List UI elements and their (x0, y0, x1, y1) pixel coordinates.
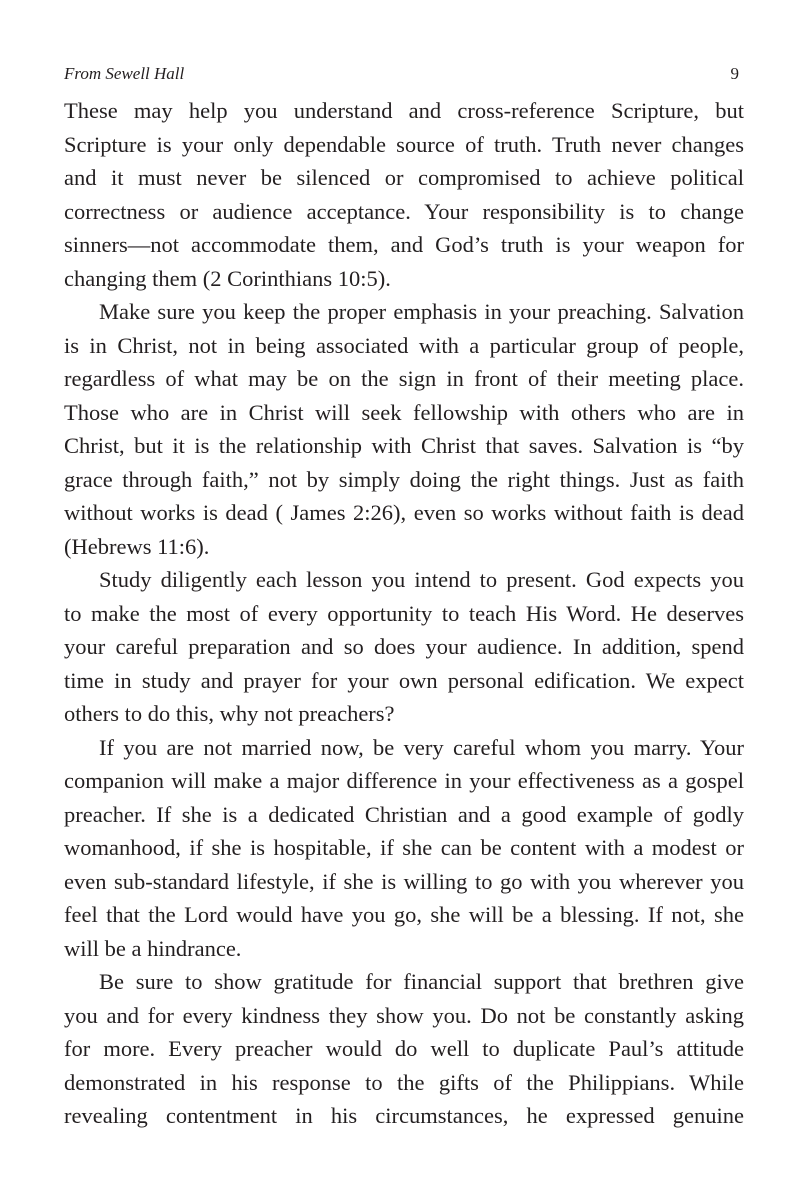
body-text-line: you and for every kindness they show you. Do not be constantly asking (64, 1002, 744, 1028)
body-text-line: These may help you understand and cross-reference Scripture, but (64, 98, 744, 123)
body-text-line: womanhood, if she is hospitable, if she can be content with a modest or (64, 835, 744, 860)
body-text-line: even sub-standard lifestyle, if she is willing to go with you wherever you (64, 868, 744, 894)
body-text-line: grace through faith,” not by simply doing the right things. Just as faith (64, 466, 744, 492)
paragraph-first-line: If you are not married now, be very careful whom you marry. Your (99, 734, 744, 760)
body-text-line: changing them (2 Corinthians 10:5). (64, 265, 391, 291)
body-text-line: regardless of what may be on the sign in front of their meeting place. (64, 366, 744, 391)
body-text-line: correctness or audience acceptance. Your responsibility is to change (64, 198, 744, 224)
page-number: 9 (730, 64, 739, 83)
body-text-line: (Hebrews 11:6). (64, 533, 210, 559)
body-text-line: revealing contentment in his circumstances, he expressed genuine (64, 1103, 744, 1128)
body-text-line: companion will make a major difference in your effectiveness as a gospel (64, 768, 744, 793)
paragraph-first-line: Study diligently each lesson you intend to present. God expects you (99, 567, 744, 592)
paragraph-first-line: Be sure to show gratitude for financial support that brethren give (99, 969, 744, 994)
body-text-line: Christ, but it is the relationship with Christ that saves. Salvation is “by (64, 433, 744, 458)
body-text-line: to make the most of every opportunity to teach His Word. He deserves (64, 600, 744, 626)
body-text-line: sinners—not accommodate them, and God’s truth is your weapon for (64, 232, 744, 257)
body-text-line: for more. Every preacher would do well to duplicate Paul’s attitude (64, 1036, 744, 1061)
body-text-line: will be a hindrance. (64, 935, 242, 961)
body-text-line: Those who are in Christ will seek fellowship with others who are in (64, 399, 744, 425)
body-text-line: Scripture is your only dependable source of truth. Truth never changes (64, 131, 744, 157)
running-header (64, 64, 739, 88)
body-text-line: demonstrated in his response to the gifts of the Philippians. While (64, 1069, 744, 1095)
body-text-line: is in Christ, not in being associated with a particular group of people, (64, 332, 744, 358)
paragraph-first-line: Make sure you keep the proper emphasis in your preaching. Salvation (99, 299, 744, 324)
body-text-line: preacher. If she is a dedicated Christian and a good example of godly (64, 801, 744, 827)
body-text-line: feel that the Lord would have you go, she will be a blessing. If not, she (64, 902, 744, 927)
body-text-line: your careful preparation and so does your audience. In addition, spend (64, 634, 744, 659)
running-title: From Sewell Hall (64, 64, 185, 83)
body-text-line: time in study and prayer for your own personal edification. We expect (64, 667, 744, 693)
body-text-line: and it must never be silenced or compromised to achieve political (64, 165, 744, 190)
body-text-line: others to do this, why not preachers? (64, 701, 395, 726)
body-text-line: without works is dead ( James 2:26), even so works without faith is dead (64, 500, 744, 525)
